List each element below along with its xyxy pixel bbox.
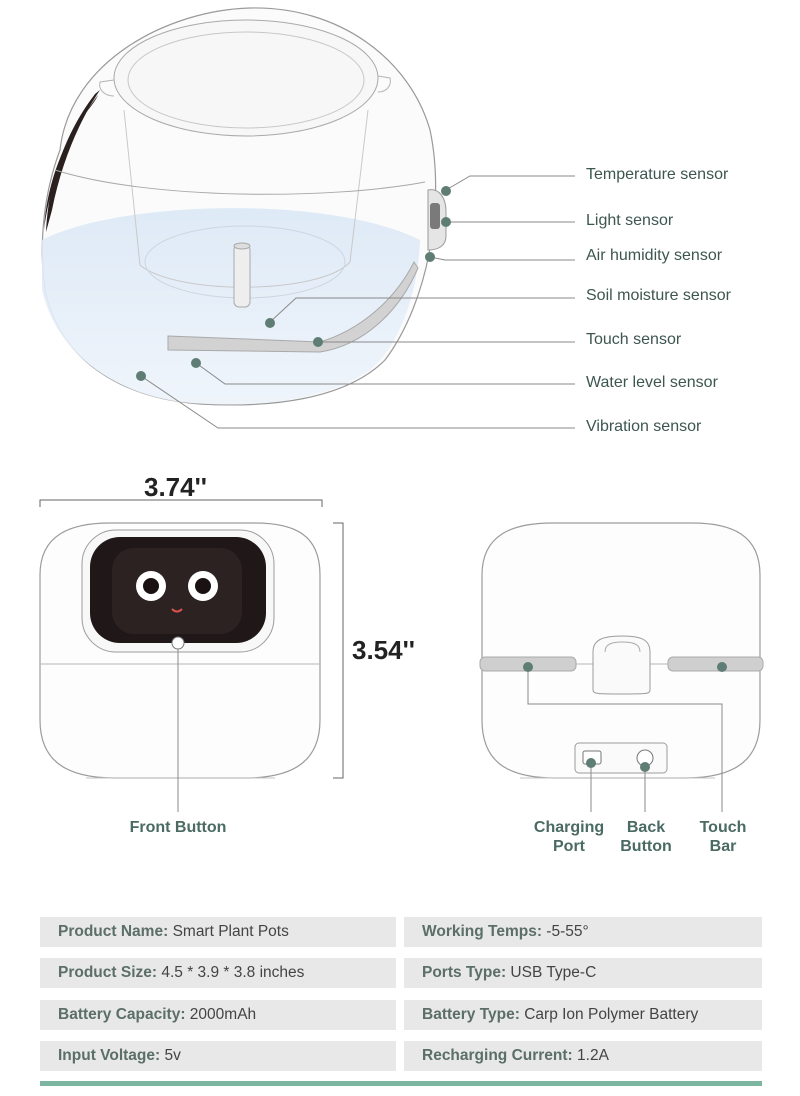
- spec-battery-capacity: [40, 1000, 396, 1030]
- spec-ports-type: [404, 958, 762, 988]
- spec-product-name: [40, 917, 396, 947]
- back-touch-bar-right: [668, 657, 763, 671]
- charging-port-label: [524, 818, 614, 856]
- spec-product-size: [40, 958, 396, 988]
- charging-port-label-line2: Port: [553, 838, 585, 855]
- spec-key: Working Temps:: [422, 923, 547, 940]
- charging-port-label-line1: Charging: [533, 819, 605, 836]
- spec-key: Product Name:: [58, 923, 173, 940]
- touch-bar-label-line2: Bar: [709, 838, 737, 855]
- width-dimension: 3.74'': [144, 472, 207, 502]
- back-button-label-line2: Button: [620, 838, 672, 855]
- spec-key: Input Voltage:: [58, 1047, 165, 1064]
- front-button-dot: [172, 637, 184, 649]
- spec-key: Product Size:: [58, 964, 162, 981]
- spec-recharging-current: [404, 1041, 762, 1071]
- callout-water-level-sensor: Water level sensor: [586, 374, 718, 391]
- spec-value: Smart Plant Pots: [172, 923, 289, 940]
- callout-air-humidity-sensor: Air humidity sensor: [586, 247, 723, 264]
- spec-value: -5-55°: [546, 923, 589, 940]
- callout-light-sensor: Light sensor: [586, 212, 674, 229]
- spec-working-temps: [404, 917, 762, 947]
- touch-bar-label: [684, 818, 762, 856]
- touch-bar-label-line1: Touch: [699, 819, 747, 836]
- spec-value: USB Type-C: [510, 964, 597, 981]
- back-button-label-line1: Back: [626, 819, 666, 836]
- callout-soil-moisture-sensor: Soil moisture sensor: [586, 287, 731, 304]
- spec-battery-type: [404, 1000, 762, 1030]
- spec-value: 4.5 * 3.9 * 3.8 inches: [161, 964, 305, 981]
- spec-key: Recharging Current:: [422, 1047, 578, 1064]
- spec-value: 2000mAh: [189, 1006, 257, 1023]
- back-button-label: [606, 818, 686, 856]
- callout-touch-sensor: Touch sensor: [586, 331, 682, 348]
- spec-key: Ports Type:: [422, 964, 511, 981]
- spec-value: 1.2A: [577, 1047, 609, 1064]
- spec-key: Battery Capacity:: [58, 1006, 190, 1023]
- height-dimension: 3.54'': [352, 635, 415, 665]
- spec-key: Battery Type:: [422, 1006, 525, 1023]
- accent-bottom-bar: [40, 1081, 762, 1086]
- spec-value: Carp Ion Polymer Battery: [524, 1006, 699, 1023]
- callout-vibration-sensor: Vibration sensor: [586, 418, 702, 435]
- spec-value: 5v: [164, 1047, 181, 1064]
- callout-temperature-sensor: Temperature sensor: [586, 166, 729, 183]
- front-button-label: Front Button: [129, 819, 227, 836]
- spec-input-voltage: [40, 1041, 396, 1071]
